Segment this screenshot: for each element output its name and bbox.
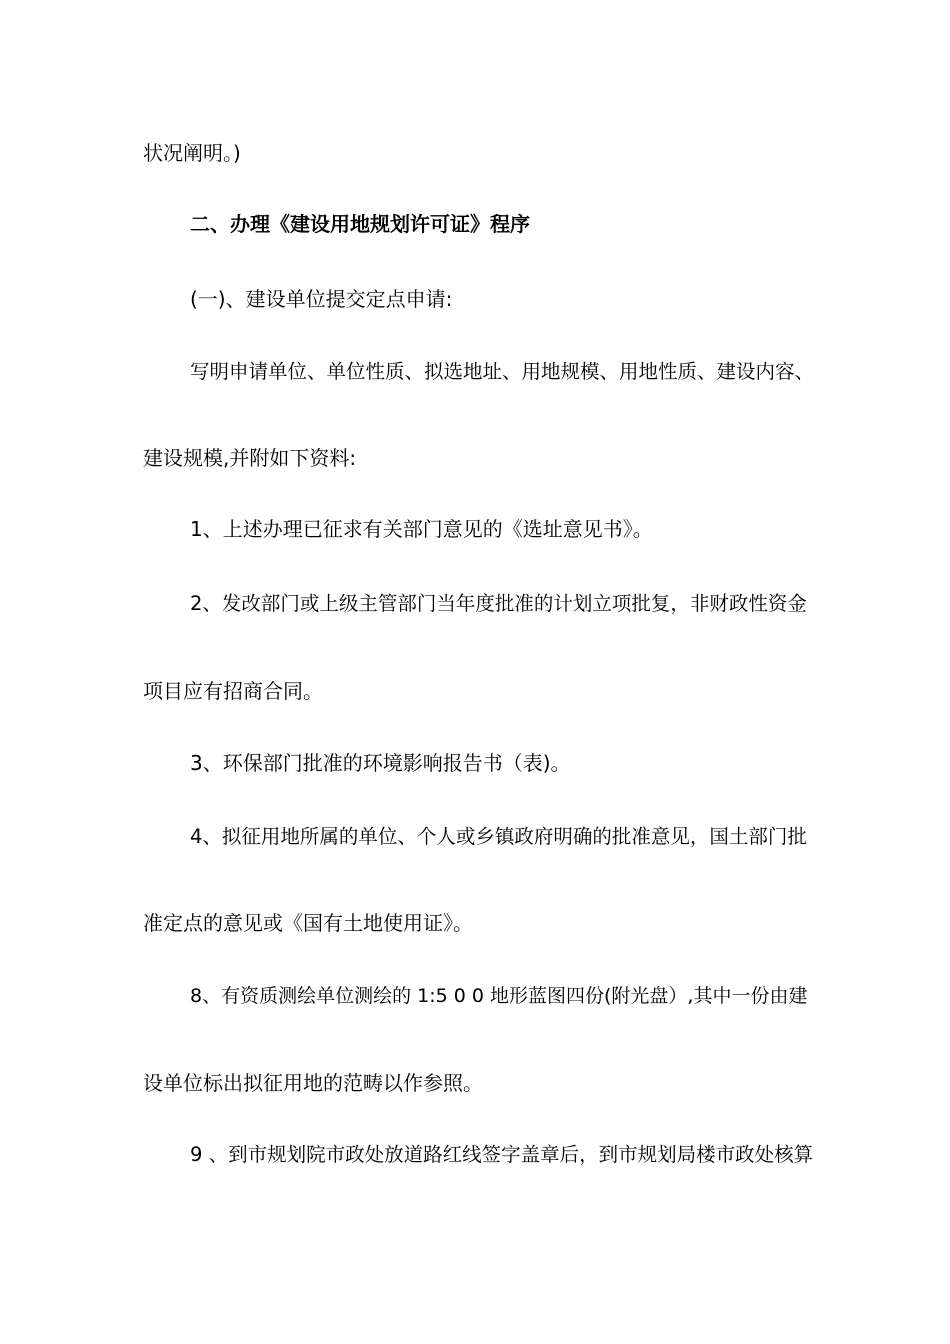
text-line: 写明申请单位、单位性质、拟选地址、用地规模、用地性质、建设内容、 [190, 360, 815, 383]
list-item: 1、上述办理已征求有关部门意见的《选址意见书》。 [190, 517, 653, 541]
list-item: 9 、到市规划院市政处放道路红线签字盖章后，到市规划局楼市政处核算 [190, 1143, 814, 1166]
list-item: 3、环保部门批准的环境影响报告书（表)。 [190, 751, 571, 775]
text-line: 建设规模,并附如下资料: [143, 446, 357, 470]
text-line: 设单位标出拟征用地的范畴以作参照。 [143, 1071, 483, 1095]
text-line: 准定点的意见或《国有土地使用证》。 [143, 911, 473, 935]
list-item: 2、发改部门或上级主管部门当年度批准的计划立项批复，非财政性资金 [190, 592, 807, 615]
section-heading: 二、办理《建设用地规划许可证》程序 [190, 212, 530, 236]
list-item: 4、拟征用地所属的单位、个人或乡镇政府明确的批准意见，国土部门批 [190, 825, 807, 848]
subsection-heading: (一)、建设单位提交定点申请: [190, 287, 453, 311]
text-line: 项目应有招商合同。 [143, 679, 323, 703]
list-item: 8、有资质测绘单位测绘的 1:5 0 0 地形蓝图四份(附光盘）,其中一份由建 [190, 985, 808, 1007]
text-line: 状况阐明。) [143, 141, 241, 165]
